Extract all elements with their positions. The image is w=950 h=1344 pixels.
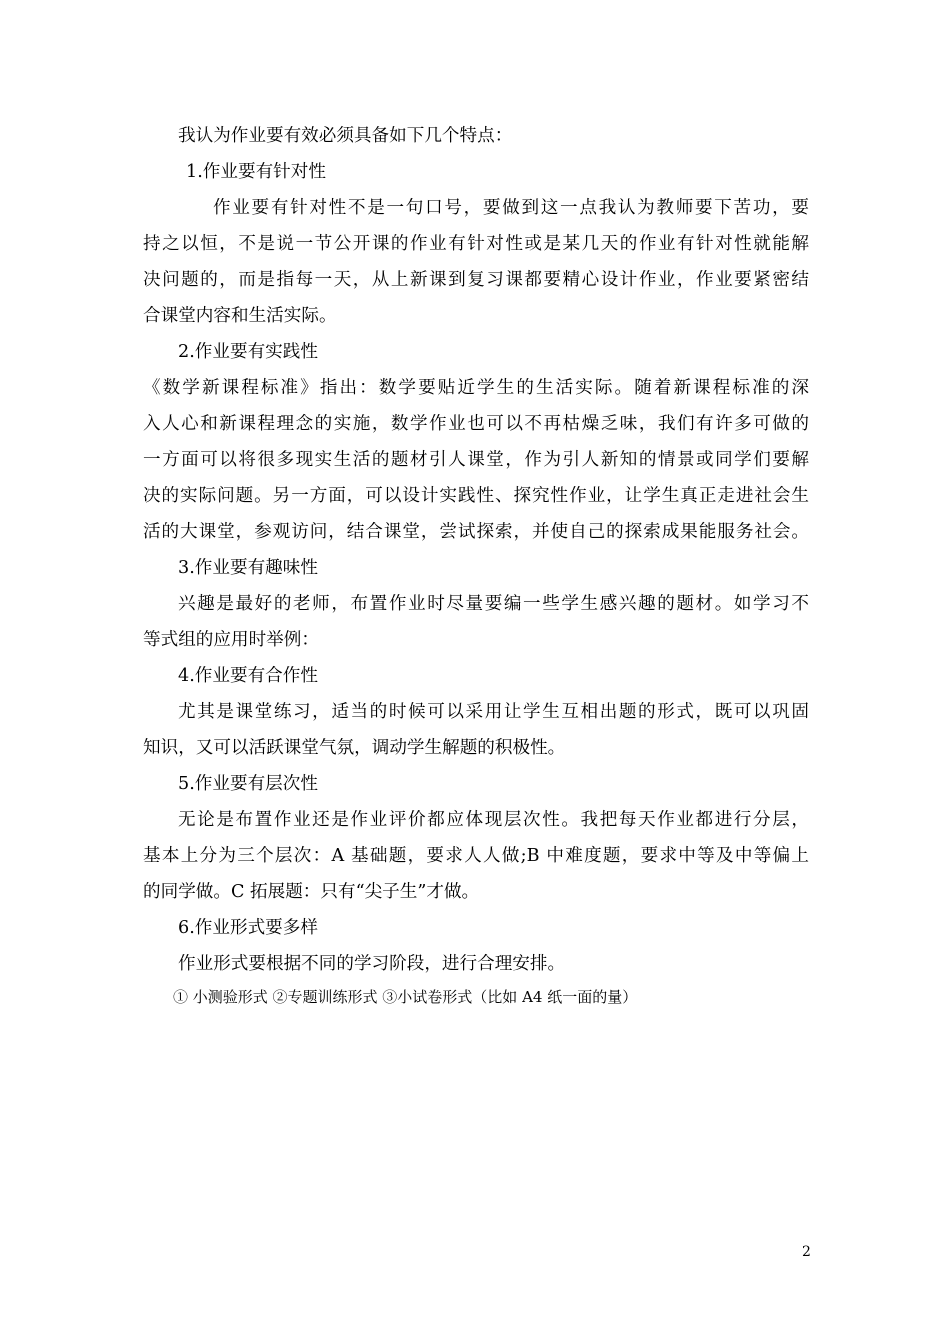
paragraph-layered-line-3: 的同学做。C 拓展题：只有“尖子生”才做。 (143, 882, 480, 902)
intro-paragraph: 我认为作业要有效必须具备如下几个特点： (178, 126, 513, 146)
paragraph-targeted-line-1: 作业要有针对性不是一句口号，要做到这一点我认为教师要下苦功，要 (213, 198, 809, 218)
paragraph-diverse-line-1: 作业形式要根据不同的学习阶段，进行合理安排。 (178, 954, 566, 974)
paragraph-practical-line-1: 《数学新课程标准》指出：数学要贴近学生的生活实际。随着新课程标准的深 (143, 378, 809, 398)
paragraph-practical-line-3: 一方面可以将很多现实生活的题材引人课堂，作为引人新知的情景或同学们要解 (143, 450, 809, 470)
heading-cooperative: 4.作业要有合作性 (178, 666, 318, 686)
paragraph-practical-line-5: 活的大课堂，参观访问，结合课堂，尝试探索，并使自己的探索成果能服务社会。 (143, 522, 809, 542)
heading-interesting: 3.作业要有趣味性 (178, 558, 318, 578)
paragraph-targeted-line-4: 合课堂内容和生活实际。 (143, 306, 337, 326)
paragraph-practical-line-4: 决的实际问题。另一方面，可以设计实践性、探究性作业，让学生真正走进社会生 (143, 486, 809, 506)
paragraph-targeted-line-3: 决问题的，而是指每一天，从上新课到复习课都要精心设计作业，作业要紧密结 (143, 270, 809, 290)
heading-practical: 2.作业要有实践性 (178, 342, 318, 362)
paragraph-cooperative-line-2: 知识，又可以活跃课堂气氛，调动学生解题的积极性。 (143, 738, 566, 758)
homework-forms-list: ① 小测验形式 ②专题训练形式 ③小试卷形式（比如 A4 纸一面的量） (173, 988, 638, 1006)
paragraph-interesting-line-2: 等式组的应用时举例： (143, 630, 319, 650)
heading-targeted: 1.作业要有针对性 (186, 162, 326, 182)
paragraph-interesting-line-1: 兴趣是最好的老师，布置作业时尽量要编一些学生感兴趣的题材。如学习不 (178, 594, 809, 614)
paragraph-practical-line-2: 入人心和新课程理念的实施，数学作业也可以不再枯燥乏味，我们有许多可做的 (143, 414, 809, 434)
page-number: 2 (802, 1244, 811, 1260)
heading-layered: 5.作业要有层次性 (178, 774, 318, 794)
heading-diverse: 6.作业形式要多样 (178, 918, 318, 938)
document-body (143, 118, 809, 1012)
paragraph-layered-line-2: 基本上分为三个层次：A 基础题，要求人人做;B 中难度题，要求中等及中等偏上 (143, 846, 809, 866)
paragraph-layered-line-1: 无论是布置作业还是作业评价都应体现层次性。我把每天作业都进行分层， (178, 810, 809, 830)
paragraph-targeted-line-2: 持之以恒，不是说一节公开课的作业有针对性或是某几天的作业有针对性就能解 (143, 234, 809, 254)
paragraph-cooperative-line-1: 尤其是课堂练习，适当的时候可以采用让学生互相出题的形式，既可以巩固 (178, 702, 809, 722)
